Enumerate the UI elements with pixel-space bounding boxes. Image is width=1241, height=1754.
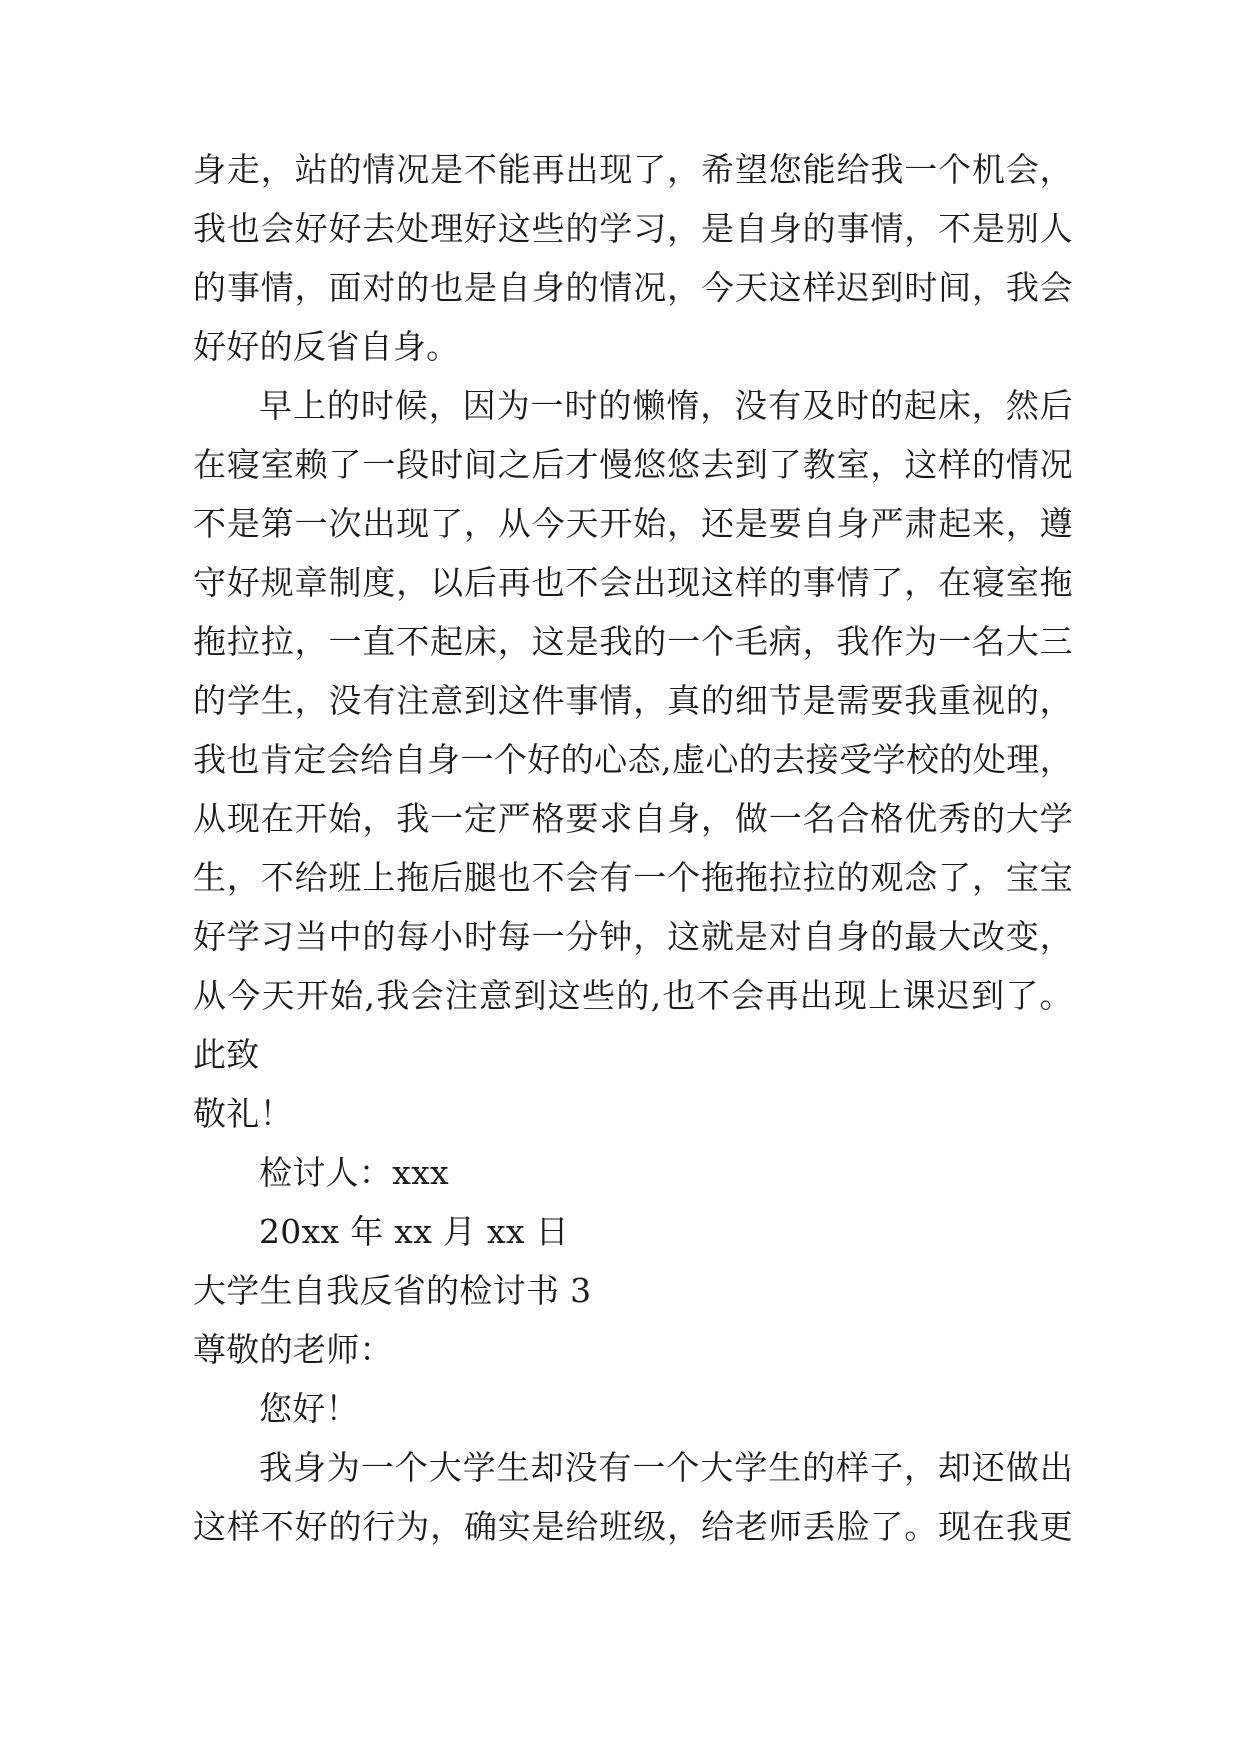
closing-regards: 敬礼！ xyxy=(193,1094,293,1133)
paragraph-line: 这样不好的行为，确实是给班级，给老师丢脸了。现在我更 xyxy=(193,1507,1073,1546)
paragraph-line: 在寝室赖了一段时间之后才慢悠悠去到了教室，这样的情况 xyxy=(193,445,1073,484)
paragraph-line: 好好的反省自身。 xyxy=(193,327,460,366)
paragraph-line: 的事情，面对的也是自身的情况，今天这样迟到时间，我会 xyxy=(193,268,1073,307)
paragraph-line: 从现在开始，我一定严格要求自身，做一名合格优秀的大学 xyxy=(193,799,1073,838)
paragraph-line: 生，不给班上拖后腿也不会有一个拖拖拉拉的观念了，宝宝 xyxy=(193,858,1073,897)
date-line: 20xx 年 xx 月 xx 日 xyxy=(259,1212,569,1251)
paragraph-line: 身走，站的情况是不能再出现了，希望您能给我一个机会， xyxy=(193,150,1073,189)
paragraph-line: 守好规章制度，以后再也不会出现这样的事情了，在寝室拖 xyxy=(193,563,1073,602)
paragraph-line: 不是第一次出现了，从今天开始，还是要自身严肃起来，遵 xyxy=(193,504,1073,543)
paragraph-line: 好学习当中的每小时每一分钟，这就是对自身的最大改变， xyxy=(193,917,1073,956)
paragraph-line: 拖拉拉，一直不起床，这是我的一个毛病，我作为一名大三 xyxy=(193,622,1073,661)
paragraph-line: 从今天开始,我会注意到这些的,也不会再出现上课迟到了。 xyxy=(193,976,1073,1015)
paragraph-line: 我也肯定会给自身一个好的心态,虚心的去接受学校的处理， xyxy=(193,740,1073,779)
paragraph-line: 的学生，没有注意到这件事情，真的细节是需要我重视的， xyxy=(193,681,1073,720)
greeting: 您好！ xyxy=(259,1389,359,1428)
section-title: 大学生自我反省的检讨书 3 xyxy=(193,1271,592,1310)
paragraph-line: 早上的时候，因为一时的懒惰，没有及时的起床，然后 xyxy=(259,386,1073,425)
paragraph-line: 我身为一个大学生却没有一个大学生的样子，却还做出 xyxy=(259,1448,1073,1487)
paragraph-line: 我也会好好去处理好这些的学习，是自身的事情，不是别人 xyxy=(193,209,1073,248)
greeting-recipient: 尊敬的老师： xyxy=(193,1330,393,1369)
signature-line: 检讨人：xxx xyxy=(259,1153,449,1192)
closing-salutation: 此致 xyxy=(193,1035,260,1074)
